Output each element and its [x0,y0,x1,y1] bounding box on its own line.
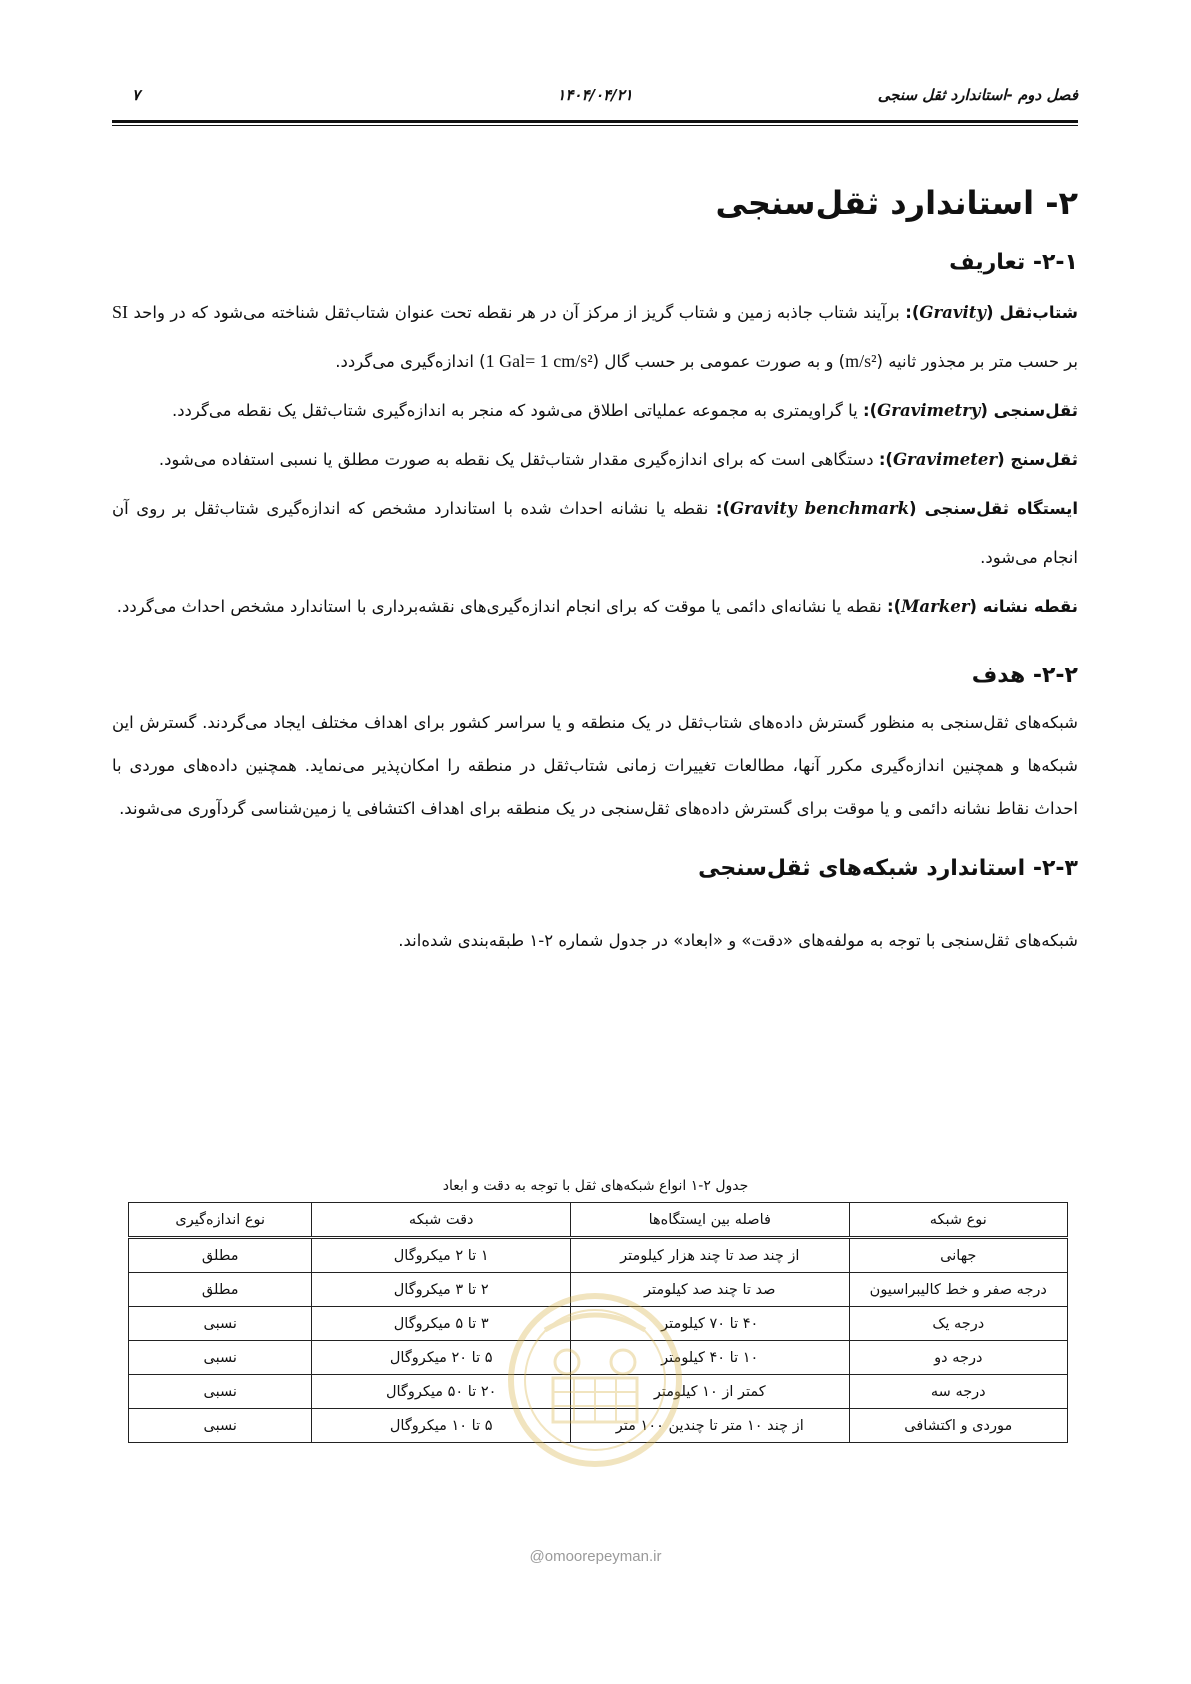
table-cell: کمتر از ۱۰ کیلومتر [570,1375,849,1409]
term-label: ایستگاه ثقل‌سنجی ( [909,499,1078,518]
term-english: Gravity benchmark [730,499,910,518]
definition-text: ) اندازه‌گیری می‌گردد. [335,352,486,371]
term-label-end: ): [887,597,902,616]
term-english: Gravity [919,303,986,322]
table-cell: نسبی [129,1409,312,1443]
definition-gravity [112,288,1078,386]
table-cell: از چند ۱۰ متر تا چندین ۱۰۰ متر [570,1409,849,1443]
table-cell: درجه صفر و خط کالیبراسیون [849,1273,1067,1307]
header-rule [112,120,1078,123]
page-header [112,86,1078,108]
page-content [112,168,1078,965]
term-label-end: ): [905,303,920,322]
section-title-goal: ۲-۲- هدف [971,663,1078,688]
definition-gravimeter [112,435,1078,484]
table-header-cell: نوع شبکه [849,1203,1067,1238]
table-cell: از چند صد تا چند هزار کیلومتر [570,1238,849,1273]
term-label-end: ): [863,401,878,420]
table-cell: ۵ تا ۱۰ میکروگال [312,1409,571,1443]
definition-benchmark [112,484,1078,582]
term-label-end: ): [715,499,731,518]
table-row [129,1238,1068,1273]
table-cell: موردی و اکتشافی [849,1409,1067,1443]
table-header-row [129,1203,1068,1238]
section-title-definitions: ۲-۱- تعاریف [949,250,1078,275]
page-number: ۷ [132,86,141,104]
definition-text: نقطه یا نشانه‌ای دائمی یا موقت که برای انجام اندازه‌گیری‌های نقشه‌برداری با استاندارد مشخص احداث می‌گردد. [116,597,887,616]
watermark-seal-icon [505,1290,685,1470]
table-cell: ۳ تا ۵ میکروگال [312,1307,571,1341]
definition-gravimetry [112,386,1078,435]
table-cell: ۱ تا ۲ میکروگال [312,1238,571,1273]
table-cell: درجه یک [849,1307,1067,1341]
definition-marker [112,582,1078,631]
definition-text: برآیند شتاب جاذبه زمین و شتاب گریز از مرکز آن در هر نقطه تحت عنوان شتاب‌ثقل شناخته می‌شود که در واحد [128,303,906,322]
unit-si: SI [112,302,129,322]
term-label: ثقل‌سنج ( [997,450,1078,469]
definition-text: یا گراویمتری به مجموعه عملیاتی اطلاق می‌شود که منجر به اندازه‌گیری شتاب‌ثقل یک نقطه می‌گردد. [171,401,864,420]
goal-paragraph: شبکه‌های ثقل‌سنجی به منظور گسترش داده‌های شتاب‌ثقل در یک منطقه و یا سراسر کشور برای اهداف مختلف ایجاد می‌گردند. گسترش این شبکه‌ها و همچنین اندازه‌گیری مکرر آنها، مطالعات تغییرات زمانی شتاب‌ثقل در منطقه را امکان‌پذیر می‌نماید. همچنین داده‌های موردی با احداث نقاط نشانه دائمی و یا موقت برای گسترش داده‌های ثقل‌سنجی در یک منطقه برای اهداف اکتشافی یا زمین‌شناسی گردآوری می‌شوند. [112,713,1078,818]
table-cell: مطلق [129,1273,312,1307]
table-cell: نسبی [129,1375,312,1409]
header-date: ۱۴۰۴/۰۴/۲۱ [557,86,633,104]
term-label-end: ): [878,450,893,469]
table-cell: ۲ تا ۳ میکروگال [312,1273,571,1307]
chapter-title: فصل دوم -استاندارد ثقل سنجی [877,86,1078,104]
term-label: ثقل‌سنجی ( [980,401,1078,420]
unit-gal: 1 Gal= 1 cm/s² [485,351,593,371]
header-rule-thin [112,125,1078,126]
definition-text: ) و به صورت عمومی بر حسب گال ( [592,352,846,371]
table-cell: درجه سه [849,1375,1067,1409]
table-cell: درجه دو [849,1341,1067,1375]
network-standard-paragraph: شبکه‌های ثقل‌سنجی با توجه به مولفه‌های «دقت» و «ابعاد» در جدول شماره ۲-۱ طبقه‌بندی شده‌اند. [398,931,1078,950]
main-title: ۲- استاندارد ثقل‌سنجی [715,184,1078,222]
definition-text: دستگاهی است که برای اندازه‌گیری مقدار شتاب‌ثقل یک نقطه به صورت مطلق یا نسبی استفاده می‌شود. [158,450,879,469]
table-header-cell: نوع اندازه‌گیری [129,1203,312,1238]
table-cell: نسبی [129,1341,312,1375]
table-cell: صد تا چند صد کیلومتر [570,1273,849,1307]
term-english: Gravimetry [877,401,981,420]
table-cell: ۲۰ تا ۵۰ میکروگال [312,1375,571,1409]
term-label: شتاب‌ثقل ( [985,303,1078,322]
unit-ms2: m/s² [845,351,877,371]
table-cell: مطلق [129,1238,312,1273]
table-cell: ۵ تا ۲۰ میکروگال [312,1341,571,1375]
table-cell: ۴۰ تا ۷۰ کیلومتر [570,1307,849,1341]
term-english: Gravimeter [892,450,998,469]
term-label: نقطه نشانه ( [969,597,1078,616]
term-english: Marker [901,597,970,616]
definition-text: بر حسب متر بر مجذور ثانیه ( [876,352,1078,371]
table-cell: جهانی [849,1238,1067,1273]
table-header-cell: فاصله بین ایستگاه‌ها [570,1203,849,1238]
section-title-network-standard: ۲-۳- استاندارد شبکه‌های ثقل‌سنجی [698,856,1078,881]
table-cell: نسبی [129,1307,312,1341]
table-header-cell: دقت شبکه [312,1203,571,1238]
table-caption: جدول ۲-۱ انواع شبکه‌های ثقل با توجه به دقت و ابعاد [442,1178,749,1194]
watermark-url: @omoorepeyman.ir [529,1548,662,1565]
table-cell: ۱۰ تا ۴۰ کیلومتر [570,1341,849,1375]
definition-text: نقطه یا نشانه احداث شده با استاندارد مشخص که اندازه‌گیری شتاب‌ثقل بر روی آن انجام می‌شود. [112,499,1078,567]
